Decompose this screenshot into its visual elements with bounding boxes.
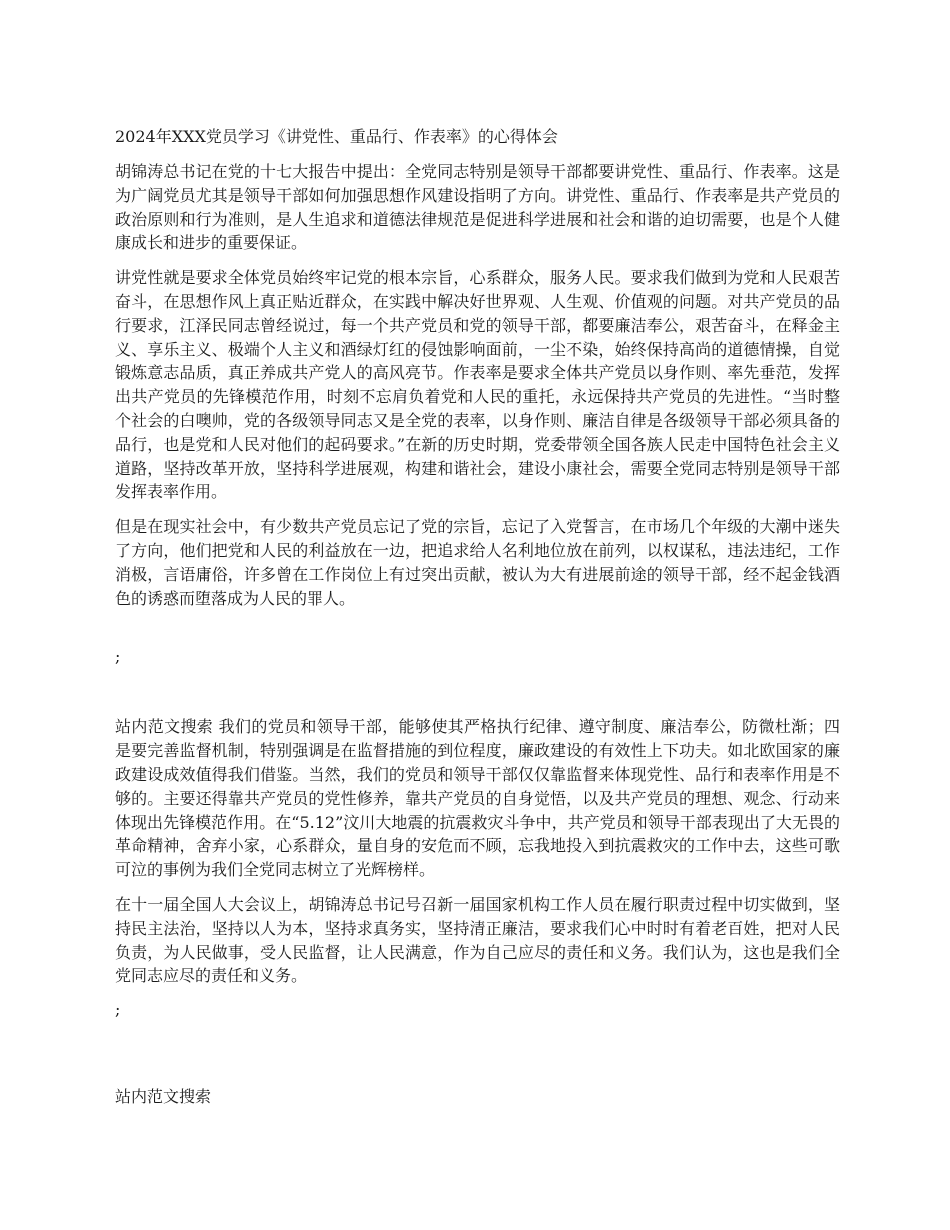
paragraph-reality: 但是在现实社会中，有少数共产党员忘记了党的宗旨，忘记了入党誓言，在市场几个年级的大潮中迷失了方向，他们把党和人民的利益放在一边，把追求给人名利地位放在前列，以权谋私，违法违纪，工作消极，言语庸俗，许多曾在工作岗位上有过突出贡献，被认为大有进展前途的领导干部，经不起金钱酒色的诱惑而堕落成为人民的罪人。 — [115, 517, 840, 608]
paragraph-party-spirit: 讲党性就是要求全体党员始终牢记党的根本宗旨，心系群众，服务人民。要求我们做到为党和人民艰苦奋斗，在思想作风上真正贴近群众，在实践中解决好世界观、人生观、价值观的问题。对共产党员的品行要求，江泽民同志曾经说过，每一个共产党员和党的领导干部，都要廉洁奉公，艰苦奋斗，在释金主义、享乐主义、极端个人主义和酒绿灯红的侵蚀影响面前，一尘不染，始终保持高尚的道德情操，自觉锻炼意志品质，真正养成共产党人的高风亮节。作表率是要求全体共产党员以身作则、率先垂范，发挥出共产党员的先锋模范作用，时刻不忘肩负着党和人民的重托，永远保持共产党员的先进性。“当时整个社会的白噢帅，党的各级领导同志又是全党的表率，以身作则、廉洁自律是各级领导干部必须具备的品行，也是党和人民对他们的起码要求。”在新的历史时期，党委带领全国各族人民走中国特色社会主义道路，坚持改革开放，坚持科学进展观，构建和谐社会，建设小康社会，需要全党同志特别是领导干部发挥表率作用。 — [115, 268, 840, 502]
separator-semicolon: ; — [115, 647, 121, 667]
site-search-link[interactable]: 站内范文搜索 — [115, 1087, 212, 1107]
document-title: 2024年XXX党员学习《讲党性、重品行、作表率》的心得体会 — [115, 127, 558, 146]
paragraph-supervision: 站内范文搜索 我们的党员和领导干部，能够使其严格执行纪律、遵守制度、廉洁奉公，防微杜渐；四是要完善监督机制，特别强调是在监督措施的到位程度，廉政建设的有效性上下功夫。如北欧国家的廉政建设成效值得我们借鉴。当然，我们的党员和领导干部仅仅靠监督来体现党性、品行和表率作用是不够的。主要还得靠共产党员的党性修养，靠共产党员的自身觉悟，以及共产党员的理想、观念、行动来体现出先锋模范作用。在“5.12”汶川大地震的抗震救灾斗争中，共产党员和领导干部表现出了大无畏的革命精神，舍弃小家，心系群众，量自身的安危而不顾，忘我地投入到抗震救灾的工作中去，这些可歌可泣的事例为我们全党同志树立了光辉榜样。 — [115, 717, 840, 880]
document-page — [115, 126, 840, 1108]
paragraph-npc-call: 在十一届全国人大会议上，胡锦涛总书记号召新一届国家机构工作人员在履行职责过程中切实做到，坚持民主法治，坚持以人为本，坚持求真务实，坚持清正廉洁，要求我们心中时时有着老百姓，把对人民负责，为人民做事，受人民监督，让人民满意，作为自己应尽的责任和义务。我们认为，这也是我们全党同志应尽的责任和义务。 — [115, 894, 840, 986]
paragraph-intro: 胡锦涛总书记在党的十七大报告中提出：全党同志特别是领导干部都要讲党性、重品行、作表率。这是为广阔党员尤其是领导干部如何加强思想作风建设指明了方向。讲党性、重品行、作表率是共产党员的政治原则和行为准则，是人生追求和道德法律规范是促进科学进展和社会和谐的迫切需要，也是个人健康成长和进步的重要保证。 — [115, 162, 840, 253]
separator-semicolon: ; — [115, 1000, 121, 1020]
